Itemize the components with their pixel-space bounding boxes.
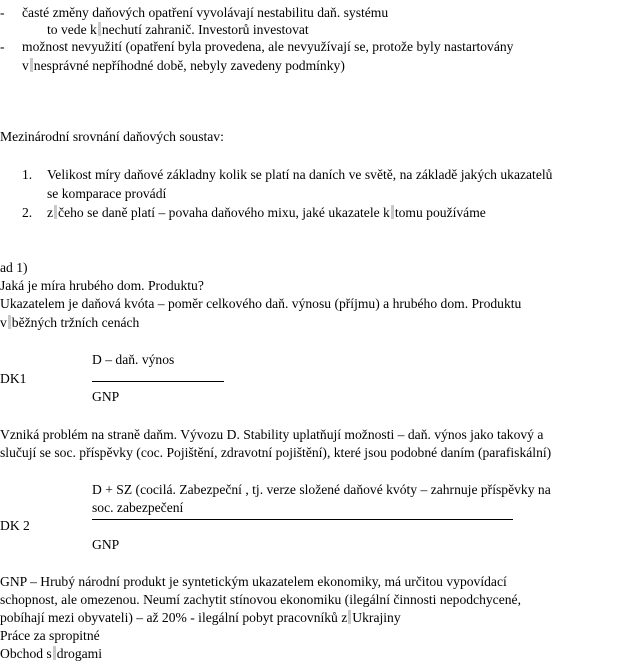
paragraph-line-1: Vzniká problém na straně daňm. Vývozu D. Stability uplatňují možnosti – daň. výnos jako takový a [0, 427, 544, 442]
text-cursor-mark [8, 315, 11, 329]
text-fragment: nesprávné nepříhodné době, nebyly zavedeny podmínky) [33, 58, 345, 73]
text-fragment: drogami [56, 646, 103, 661]
paragraph-line [0, 645, 102, 662]
answer-line-2 [0, 314, 139, 331]
list-number-1: 1. [22, 167, 33, 182]
text-fragment: čeho se daně platí – povaha daňového mixu, jaké ukazatele k [58, 205, 390, 220]
dk2-denominator: GNP [92, 537, 120, 552]
bullet-1-line-1: časté změny daňových opatření vyvolávají nestabilitu daň. systému [22, 5, 389, 20]
dk2-fraction-rule [92, 519, 513, 520]
dash-bullet-1: - [0, 5, 5, 20]
text-cursor-mark [30, 58, 33, 72]
text-fragment: v [0, 315, 7, 330]
text-cursor-mark [391, 205, 394, 219]
text-cursor-mark [98, 22, 101, 36]
section-heading: Mezinárodní srovnání daňových soustav: [0, 129, 224, 144]
paragraph-line: Práce za spropitné [0, 628, 100, 643]
question-line: Jaká je míra hrubého dom. Produktu? [0, 278, 204, 293]
paragraph-line-2: slučují se soc. příspěvky (coc. Pojištění, zdravotní pojištění), které jsou podobné daním (parafiskální) [0, 445, 552, 460]
text-cursor-mark [53, 646, 56, 660]
dk1-label: DK1 [0, 371, 27, 386]
text-fragment: nechutí zahranič. Investorů investovat [101, 22, 309, 37]
dk1-denominator: GNP [92, 389, 120, 404]
text-fragment: v [22, 58, 29, 73]
answer-line-1: Ukazatelem je daňová kvóta – poměr celkového daň. výnosu (příjmu) a hrubého dom. Produktu [0, 296, 522, 311]
paragraph-line [0, 609, 401, 626]
dk1-numerator: D – daň. výnos [92, 352, 175, 367]
list-item-2 [47, 204, 486, 221]
text-cursor-mark [348, 610, 351, 624]
dk2-numerator-line-1: D + SZ (cocilá. Zabezpeční , tj. verze složené daňové kvóty – zahrnuje příspěvky na [92, 482, 551, 497]
dk2-label: DK 2 [0, 518, 30, 533]
text-cursor-mark [54, 205, 57, 219]
text-fragment: pobíhají mezi obyvateli) – až 20% - ilegální pobyt pracovníků z [0, 610, 348, 625]
text-fragment: tomu používáme [394, 205, 486, 220]
list-item-1-line-2: se komparace provádí [47, 186, 167, 201]
paragraph-line: GNP – Hrubý národní produkt je syntetickým ukazatelem ekonomiky, má určitou vypovídací [0, 574, 507, 589]
text-fragment: z [47, 205, 54, 220]
text-fragment: to vede k [47, 22, 97, 37]
text-fragment: Ukrajiny [352, 610, 401, 625]
bullet-2-line-1: možnost nevyužití (opatření byla provedena, ale nevyužívají se, protože byly nastartovány [22, 39, 514, 54]
ad-label: ad 1) [0, 260, 28, 275]
dk2-numerator-line-2: soc. zabezpečení [92, 500, 184, 515]
dash-bullet-2: - [0, 39, 5, 54]
bullet-1-line-2 [47, 21, 309, 38]
bullet-2-line-2 [22, 57, 345, 74]
list-item-1-line-1: Velikost míry daňové základny kolik se platí na daních ve světě, na základě jakých ukazatelů [47, 167, 553, 182]
paragraph-line: schopnost, ale omezenou. Neumí zachytit stínovou ekonomiku (ilegální činnosti nepodchycené, [0, 592, 521, 607]
dk1-fraction-rule [92, 381, 224, 382]
text-fragment: Obchod s [0, 646, 52, 661]
text-fragment: běžných tržních cenách [11, 315, 140, 330]
list-number-2: 2. [22, 205, 33, 220]
